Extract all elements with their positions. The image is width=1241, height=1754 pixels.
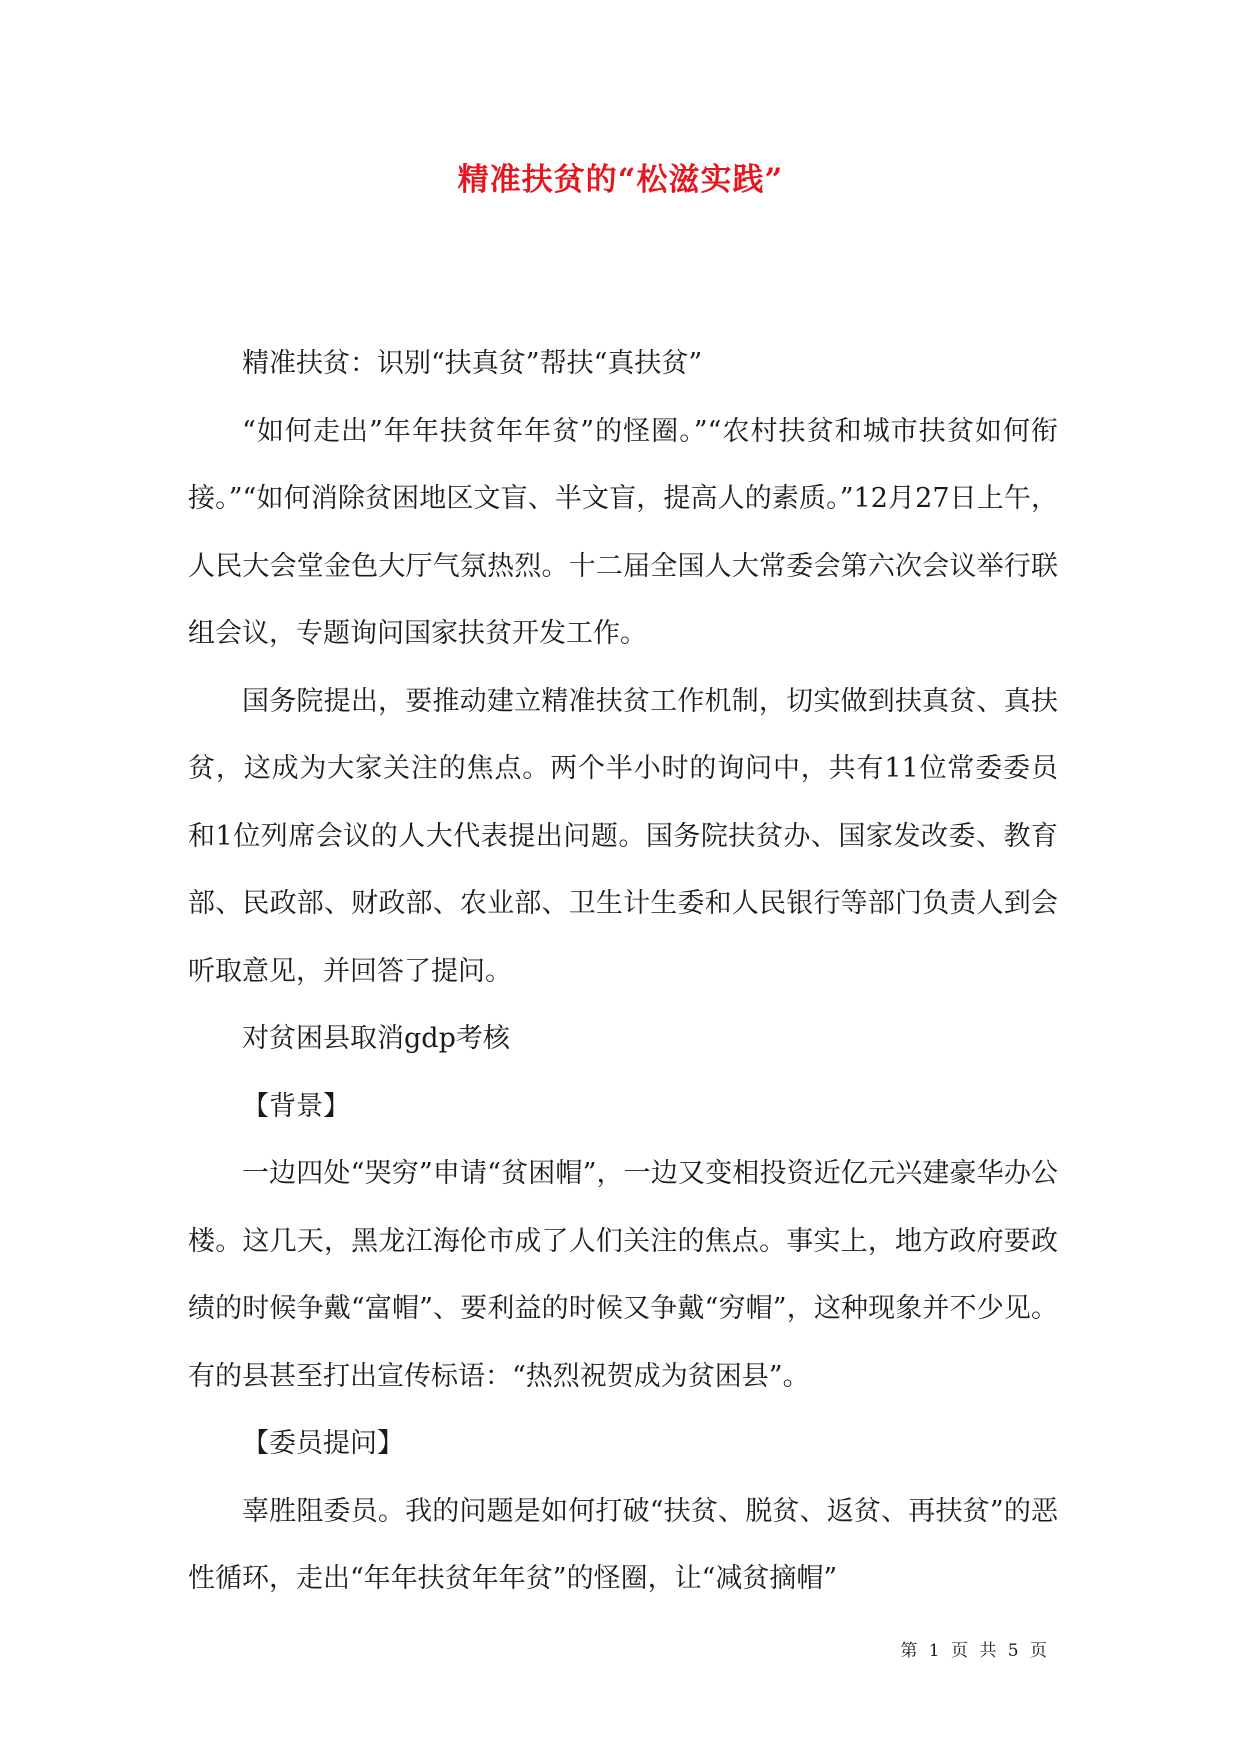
paragraph-section-label: 【背景】 [242,1090,350,1122]
paragraph-section-label: 【委员提问】 [242,1428,404,1459]
paragraph-subheading: 对贫困县取消gdp考核 [242,1023,510,1054]
document-title: 精准扶贫的“松滋实践” [457,162,784,198]
paragraph: “如何走出”年年扶贫年年贫”的怪圈。”“农村扶贫和城市扶贫如何衔接。”“如何消除贫困地区文盲、半文盲，提高人的素质。”12月27日上午，人民大会堂金色大厅气氛热烈。十二届全国人大常委会第六次会议举行联组会议，专题询问国家扶贫开发工作。 [188,415,1058,649]
paragraph-subheading: 精准扶贫：识别“扶真贫”帮扶“真扶贫” [242,348,703,379]
page-number-footer: 第 1 页 共 5 页 [900,1641,1050,1661]
paragraph: 辜胜阻委员。我的问题是如何打破“扶贫、脱贫、返贫、再扶贫”的恶性循环，走出“年年扶贫年年贫”的怪圈，让“减贫摘帽” [188,1495,1058,1594]
paragraph: 国务院提出，要推动建立精准扶贫工作机制，切实做到扶真贫、真扶贫，这成为大家关注的焦点。两个半小时的询问中，共有11位常委委员和1位列席会议的人大代表提出问题。国务院扶贫办、国家发改委、教育部、民政部、财政部、农业部、卫生计生委和人民银行等部门负责人到会听取意见，并回答了提问。 [188,685,1058,987]
paragraph: 一边四处“哭穷”申请“贫困帽”，一边又变相投资近亿元兴建豪华办公楼。这几天，黑龙江海伦市成了人们关注的焦点。事实上，地方政府要政绩的时候争戴“富帽”、要利益的时候又争戴“穷帽”，这种现象并不少见。有的县甚至打出宣传标语：“热烈祝贺成为贫困县”。 [188,1158,1058,1392]
document-body [188,330,1058,1613]
